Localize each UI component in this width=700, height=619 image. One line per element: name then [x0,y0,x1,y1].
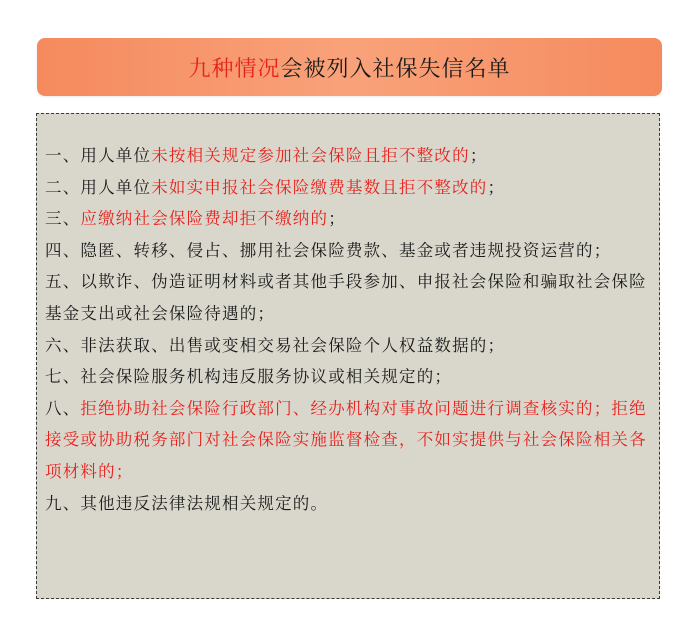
item-prefix: 五、以欺诈、伪造证明材料或者其他手段参加、申报社会保险和骗取社会保险基金支出或社会保险待遇的； [45,272,647,323]
item-prefix: 四、隐匿、转移、侵占、挪用社会保险费款、基金或者违规投资运营的； [45,240,612,260]
item-highlight: 应缴纳社会保险费却拒不缴纳的 [80,209,329,229]
item-suffix: ； [469,146,488,165]
item-prefix: 七、社会保险服务机构违反服务协议或相关规定的； [45,367,453,387]
list-item-5 [45,266,649,329]
list-item-4 [45,235,649,267]
page-title [188,52,510,83]
item-prefix: 一、用人单位 [45,146,152,165]
list-item-7 [45,361,649,393]
item-prefix: 六、非法获取、出售或变相交易社会保险个人权益数据的； [45,335,506,355]
item-highlight: 未如实申报社会保险缴费基数且拒不整改的 [151,177,488,197]
item-highlight: 拒绝协助社会保险行政部门、经办机构对事故问题进行调查核实的；拒绝接受或协助税务部门对社会保险实施监督检查，不如实提供与社会保险相关各项材料的； [45,398,647,481]
item-suffix: ； [487,177,506,197]
list-item-2 [45,172,649,204]
item-prefix: 二、用人单位 [45,177,152,197]
title-banner [37,38,662,96]
item-prefix: 三、 [45,209,81,229]
list-item-9 [45,488,649,520]
item-prefix: 九、其他违反法律法规相关规定的。 [45,493,329,513]
list-item-6 [45,330,649,362]
content-box [36,113,660,599]
item-suffix: ； [328,209,346,229]
list-item-8 [45,393,649,488]
list-item-1 [45,140,649,172]
title-rest: 会被列入社保失信名单 [280,56,511,82]
item-prefix: 八、 [45,398,81,418]
title-highlight: 九种情况 [188,56,281,82]
item-highlight: 未按相关规定参加社会保险且拒不整改的 [151,146,470,165]
list-item-3 [45,203,649,235]
